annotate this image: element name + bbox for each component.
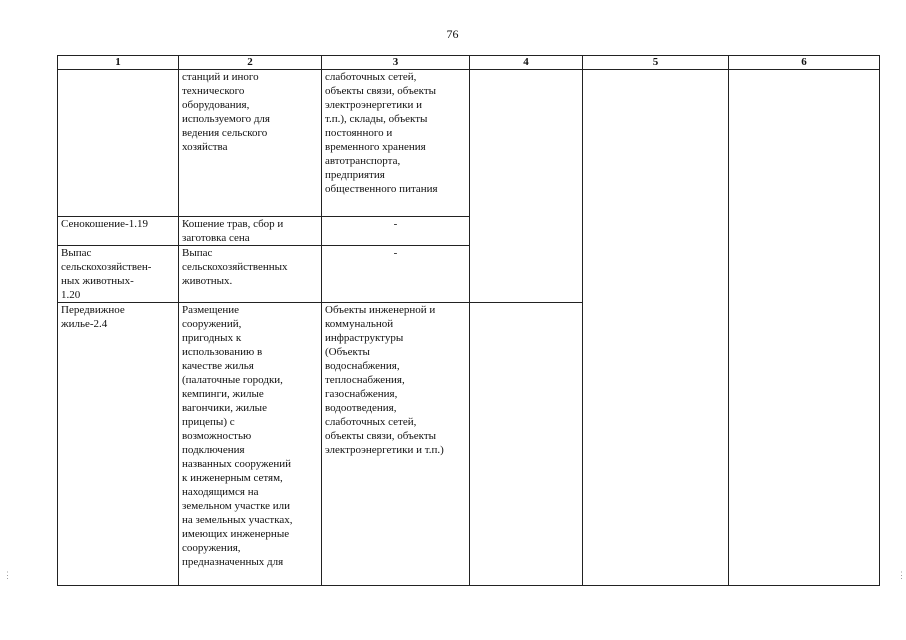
table-header-row <box>58 56 880 70</box>
table-cell-empty <box>470 70 583 303</box>
table-cell-use-type: Сенокошение-1.19 <box>58 217 179 246</box>
table-cell-use-type: Выпас сельскохозяйствен- ных животных- 1.20 <box>58 246 179 303</box>
column-header: 4 <box>470 56 583 70</box>
table-cell-description: Выпас сельскохозяйственных животных. <box>179 246 322 303</box>
column-header: 6 <box>729 56 880 70</box>
table-cell-use-type <box>58 70 179 217</box>
scan-margin-mark: ⋮ <box>897 570 906 580</box>
table-cell-auxiliary-uses: слаботочных сетей, объекты связи, объекты электроэнергетики и т.п.), склады, объекты постоянного и временного хранения автотранспорта, предприятия общественного питания <box>322 70 470 217</box>
table-cell-description: Кошение трав, сбор и заготовка сена <box>179 217 322 246</box>
table-cell-empty <box>583 70 729 586</box>
table-cell-empty <box>470 303 583 586</box>
column-header: 5 <box>583 56 729 70</box>
table-cell-description: Размещение сооружений, пригодных к использованию в качестве жилья (палаточные городки, кемпинги, жилые вагончики, жилые прицепы) с возможностью подключения названных сооружений к инженерным сетям, находящимся на земельном участке или на земельных участках, имеющих инженерные сооружения, предназначенных для <box>179 303 322 586</box>
land-use-table <box>57 55 880 586</box>
column-header: 3 <box>322 56 470 70</box>
table-cell-auxiliary-uses: - <box>322 217 470 246</box>
table-cell-use-type: Передвижное жилье-2.4 <box>58 303 179 586</box>
column-header: 2 <box>179 56 322 70</box>
table-cell-auxiliary-uses: Объекты инженерной и коммунальной инфраструктуры (Объекты водоснабжения, теплоснабжения, газоснабжения, водоотведения, слаботочных сетей, объекты связи, объекты электроэнергетики и т.п.) <box>322 303 470 586</box>
column-header: 1 <box>58 56 179 70</box>
table-cell-auxiliary-uses: - <box>322 246 470 303</box>
table-cell-empty <box>729 70 880 586</box>
scan-margin-mark: ⋮ <box>3 570 12 580</box>
table-row <box>58 70 880 217</box>
page-number: 76 <box>446 27 459 41</box>
table-cell-description: станций и иного технического оборудования, используемого для ведения сельского хозяйства <box>179 70 322 217</box>
